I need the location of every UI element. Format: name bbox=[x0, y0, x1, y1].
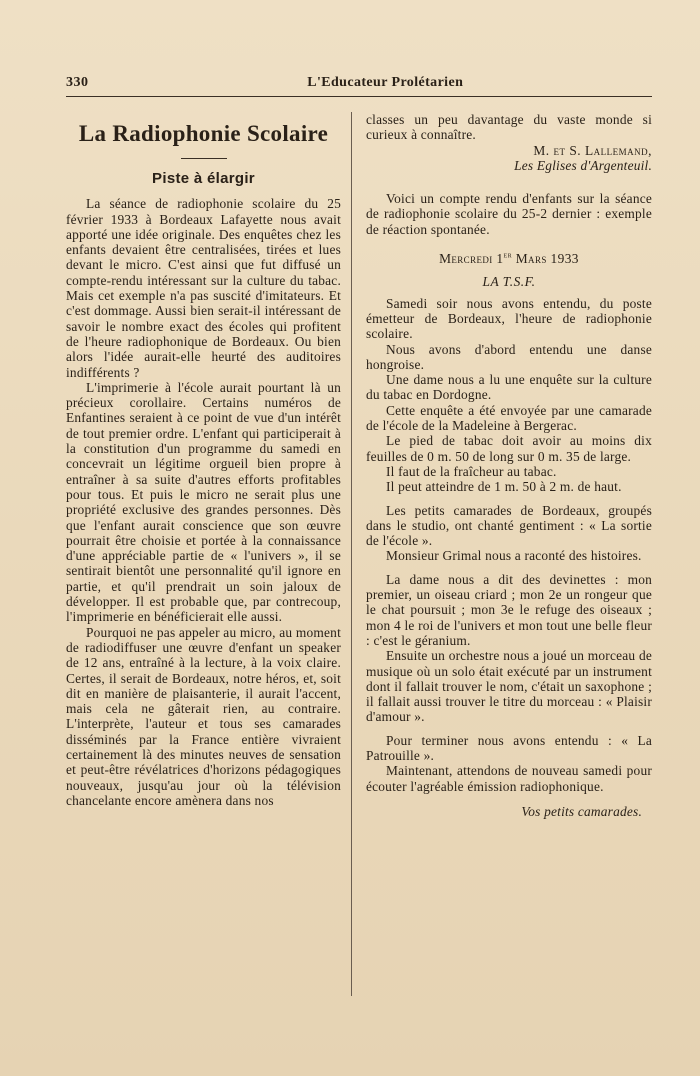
report-intro: Voici un compte rendu d'enfants sur la séance de radiophonie scolaire du 25-2 dernier : exemple de réaction spontanée. bbox=[366, 191, 652, 237]
page-number: 330 bbox=[66, 75, 89, 90]
running-header bbox=[66, 70, 652, 97]
report-body bbox=[366, 296, 652, 794]
report-paragraph: Le pied de tabac doit avoir au moins dix feuilles de 0 m. 50 de long sur 0 m. 35 de large. bbox=[366, 433, 652, 464]
report-date-suffix: er bbox=[503, 250, 512, 260]
report-paragraph: Ensuite un orchestre nous a joué un morceau de musique où un solo était exécuté par un instrument dont il fallait trouver le nom, c'était un saxophone ; il fallait aussi trouver le titre du morceau : « Plaisir d'amour ». bbox=[366, 648, 652, 725]
report-paragraph: Samedi soir nous avons entendu, du poste émetteur de Bordeaux, l'heure de radiophonie scolaire. bbox=[366, 295, 652, 342]
report-paragraph: Les petits camarades de Bordeaux, groupés dans le studio, ont chanté gentiment : « La sortie de l'école ». bbox=[366, 502, 652, 549]
report-paragraph: La dame nous a dit des devinettes : mon premier, un oiseau criard ; mon 2e un rongeur que le chat poursuit ; mon 3e le refuge des oiseaux ; mon 4 le roi de l'univers et mon tout une belle fleur : c'est le géranium. bbox=[366, 571, 652, 648]
article-subtitle: Piste à élargir bbox=[152, 170, 255, 187]
report-paragraph: Maintenant, attendons de nouveau samedi pour écouter l'agréable émission radiophonique. bbox=[366, 763, 652, 794]
report-paragraph: Il peut atteindre de 1 m. 50 à 2 m. de haut. bbox=[386, 479, 622, 495]
report-date bbox=[366, 251, 652, 266]
report-paragraph: Pour terminer nous avons entendu : « La Patrouille ». bbox=[366, 732, 652, 763]
report-paragraph: Il faut de la fraîcheur au tabac. bbox=[386, 463, 557, 479]
report-paragraph: Monsieur Grimal nous a raconté des histoires. bbox=[386, 548, 642, 564]
paragraph: La séance de radiophonie scolaire du 25 février 1933 à Bordeaux Lafayette nous avait apporté une idée originale. Des enquêtes chez les enfants devaient être centralisées, tirées et lues devant le micro. C'est ainsi que fut diffusé un compte-rendu intéressant sur la culture du tabac. Mais cet exemple n'a pas suscité d'imitateurs. Et c'est dommage. Aussi bien serait-il intéressant de savoir le nombre exact des écoles qui profitent de l'heure radiophonique de Bordeaux. Ou bien alors l'idée aurait-elle heurté des auditoires indifférents ? bbox=[66, 196, 341, 380]
report-date-rest: Mars 1933 bbox=[512, 251, 579, 267]
article-title: La Radiophonie Scolaire bbox=[78, 121, 329, 146]
right-column bbox=[352, 112, 652, 996]
journal-title: L'Educateur Prolétarien bbox=[307, 75, 464, 90]
report-closing: Vos petits camarades. bbox=[521, 803, 642, 819]
report-title: LA T.S.F. bbox=[482, 274, 536, 290]
report-date-day: Mercredi 1 bbox=[439, 251, 504, 267]
article-columns bbox=[66, 112, 652, 996]
paragraph: L'imprimerie à l'école aurait pourtant là un précieux corollaire. Certains numéros de Enfantines seraient à ce point de vue d'un intérêt de tout premier ordre. L'enfant qui participerait à la constitution d'un programme du samedi en concevrait un légitime orgueil bien propre à entraîner à sa suite d'autres efforts profitables pour tous. Et puis le micro ne serait plus une propriété exclusive des grandes personnes. Dès que l'enfant aurait conscience que son œuvre pourrait être choisie et portée à la connaissance d'une appréciable partie de « l'univers », il se sentirait bientôt une personnalité qu'il ignore en partie, et qu'il prendrait un soin jaloux de développer. Il est probable que, par contrecoup, l'imprimerie en bénéficierait elle aussi. bbox=[66, 379, 341, 625]
report-paragraph: Nous avons d'abord entendu une danse hongroise. bbox=[366, 341, 652, 372]
left-column bbox=[66, 112, 352, 996]
report-paragraph: Une dame nous a lu une enquête sur la culture du tabac en Dordogne. bbox=[366, 372, 652, 403]
signature-place: Les Eglises d'Argenteuil. bbox=[514, 157, 652, 173]
paragraph: Pourquoi ne pas appeler au micro, au moment de radiodiffuser une œuvre d'enfant un speaker de 12 ans, entraîné à la lecture, à la voix claire. Certes, il serait de Bordeaux, notre héros, et, soit dit en manière de plaisanterie, il aurait l'accent, mais cela ne gâterait rien, au contraire. L'interprète, l'auteur et tous ses camarades disséminés par la France entière vivraient certainement là des minutes neuves de sensation et peut-être révélatrices d'horizons pédagogiques nouveaux, jusqu'au jour où la télévision chancelante encore amènera dans nos bbox=[66, 624, 341, 808]
signature-name: M. et S. Lallemand, bbox=[533, 142, 652, 158]
paragraph-continuation: classes un peu davantage du vaste monde si curieux à connaître. bbox=[366, 112, 652, 143]
title-rule bbox=[181, 158, 227, 159]
report-paragraph: Cette enquête a été envoyée par une camarade de l'école de la Madeleine à Bergerac. bbox=[366, 402, 652, 434]
